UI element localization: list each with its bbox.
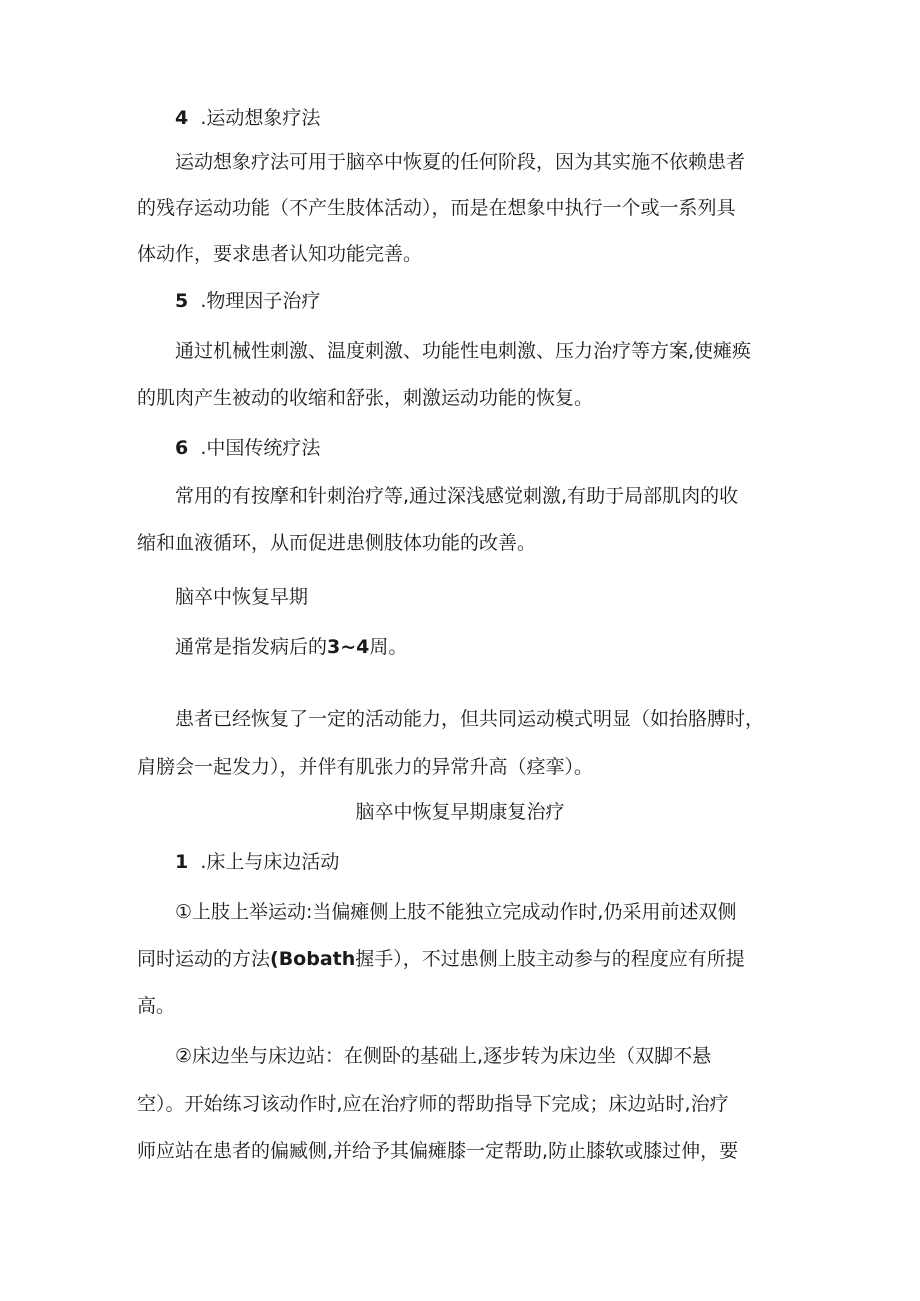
paragraph-line: 的残存运动功能（不产生肢体活动），而是在想象中执行一个或一系列具 [137, 197, 736, 219]
paragraph-line: 的肌肉产生被动的收缩和舒张，刺激运动功能的恢复。 [137, 387, 594, 409]
paragraph-line: ①上肢上举运动:当偏瘫侧上肢不能独立完成动作时,仍采用前述双侧 [175, 901, 737, 923]
section-number: 1 [175, 851, 189, 873]
section-title: .运动想象疗法 [200, 107, 321, 129]
definition-weeks: 3~4 [327, 636, 370, 658]
section-number: 6 [175, 437, 189, 459]
section-title: .物理因子治疗 [200, 290, 321, 312]
paragraph-line [137, 947, 745, 971]
paragraph-line: 肩膀会一起发力），并伴有肌张力的异常升高（痉挛）。 [137, 756, 594, 778]
section-6-heading [175, 436, 320, 460]
text-span: 握手），不过患侧上肢主动参与的程度应有所提 [355, 948, 745, 970]
paragraph-line: 常用的有按摩和针刺治疗等,通过深浅感觉刺激,有助于局部肌肉的收 [175, 485, 739, 507]
definition-text-end: 周。 [369, 636, 408, 658]
paragraph-line: 患者已经恢复了一定的活动能力，但共同运动模式明显（如抬胳膊时， [175, 708, 765, 730]
paragraph-line: 运动想象疗法可用于脑卒中恢夏的任何阶段，因为其实施不依赖患者 [175, 151, 746, 173]
text-span: 同时运动的方法 [137, 948, 271, 970]
section-title: .床上与床边活动 [200, 851, 340, 873]
section-number: 4 [175, 107, 189, 129]
paragraph-line: ②床边坐与床边站：在侧卧的基础上,逐步转为床边坐（双脚不悬 [175, 1045, 712, 1067]
early-stage-title: 脑卒中恢复早期 [175, 586, 309, 608]
paragraph-line: 通过机械性刺激、温度刺激、功能性电刺激、压力治疗等方案,使瘫痪 [175, 340, 752, 362]
section-4-heading [175, 106, 320, 130]
paragraph-line: 高。 [137, 995, 176, 1017]
bobath-term: (Bobath [270, 948, 356, 970]
paragraph-line: 体动作，要求患者认知功能完善。 [137, 243, 423, 265]
early-stage-definition [175, 635, 407, 659]
paragraph-line: 师应站在患者的偏臧侧,并给予其偏瘫膝一定帮助,防止膝软或膝过伸，要 [137, 1140, 739, 1162]
section-number: 5 [175, 290, 189, 312]
definition-text: 通常是指发病后的 [175, 636, 328, 658]
paragraph-line: 空）。开始练习该动作时,应在治疗师的帮助指导下完成；床边站时,治疗 [137, 1093, 729, 1115]
subsection-1-heading [175, 850, 339, 874]
section-title: .中国传统疗法 [200, 437, 321, 459]
paragraph-line: 缩和血液循环，从而促进患侧肢体功能的改善。 [137, 532, 537, 554]
section-5-heading [175, 289, 320, 313]
centered-section-title: 脑卒中恢复早期康复治疗 [355, 801, 565, 823]
